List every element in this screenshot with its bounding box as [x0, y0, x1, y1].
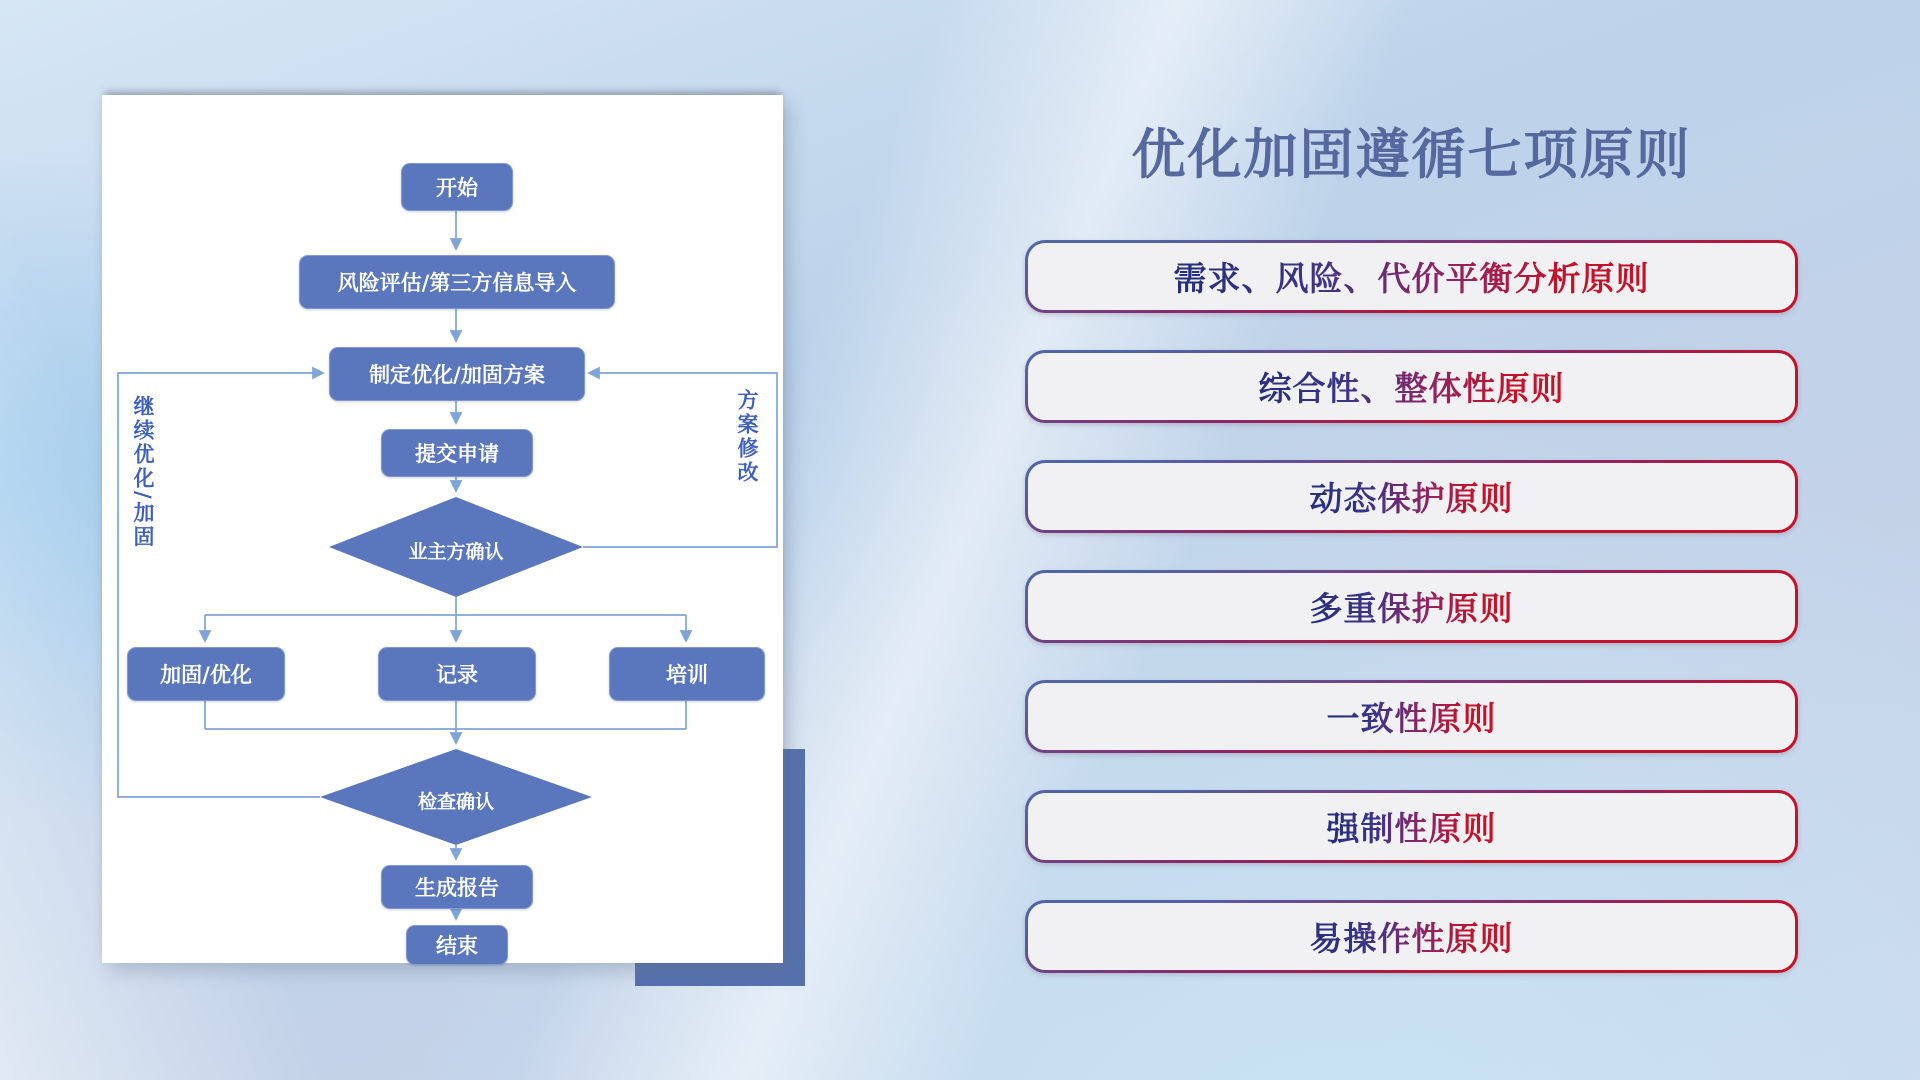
flow-node-submit-request	[381, 429, 533, 477]
principle-card-2	[1025, 350, 1798, 423]
flow-node-plan-label: 制定优化/加固方案	[369, 363, 545, 387]
flow-node-start-label: 开始	[436, 176, 478, 200]
principle-card-3-inner	[1028, 463, 1795, 530]
flow-node-record-label: 记录	[436, 663, 478, 687]
flowchart-connectors	[102, 95, 783, 963]
flow-node-risk-label: 风险评估/第三方信息导入	[337, 271, 577, 295]
principle-card-4	[1025, 570, 1798, 643]
flow-node-risk-assessment	[299, 255, 615, 309]
flow-node-record	[378, 647, 536, 701]
page-title: 优化加固遵循七项原则	[1131, 123, 1692, 186]
principle-label-4: 多重保护原则	[1310, 583, 1514, 630]
principle-card-1	[1025, 240, 1798, 313]
flow-node-submit-label: 提交申请	[415, 442, 499, 466]
flow-node-reinforce-optimize	[127, 647, 285, 701]
principle-card-5-inner	[1028, 683, 1795, 750]
loop-label-continue-optimize: 继续优化/加固	[131, 395, 155, 550]
flow-node-report-label: 生成报告	[415, 876, 499, 900]
flow-node-owner-confirm-label: 业主方确认	[408, 541, 504, 563]
principle-card-7	[1025, 900, 1798, 973]
principle-card-5	[1025, 680, 1798, 753]
flow-node-start	[401, 163, 513, 211]
flow-node-generate-report	[381, 865, 533, 909]
principle-label-3: 动态保护原则	[1310, 473, 1514, 520]
flow-node-check-confirm-label: 检查确认	[417, 791, 494, 813]
loop-label-plan-revision: 方案修改	[735, 389, 759, 485]
flow-node-make-plan	[329, 347, 585, 401]
flow-node-reinforce-label: 加固/优化	[160, 663, 252, 687]
flowchart-card	[102, 95, 783, 963]
principle-label-5: 一致性原则	[1327, 693, 1497, 740]
flow-node-training-label: 培训	[666, 663, 708, 687]
principle-label-6: 强制性原则	[1327, 803, 1497, 850]
principle-card-3	[1025, 460, 1798, 533]
principle-card-4-inner	[1028, 573, 1795, 640]
flow-node-training	[609, 647, 765, 701]
principle-card-1-inner	[1028, 243, 1795, 310]
principle-label-7: 易操作性原则	[1310, 913, 1514, 960]
principle-label-2: 综合性、整体性原则	[1259, 363, 1565, 410]
principle-label-1: 需求、风险、代价平衡分析原则	[1174, 253, 1650, 300]
flow-node-end-label: 结束	[436, 934, 478, 958]
principle-card-7-inner	[1028, 903, 1795, 970]
principle-card-6-inner	[1028, 793, 1795, 860]
flow-node-end	[406, 925, 508, 965]
principle-card-6	[1025, 790, 1798, 863]
principle-card-2-inner	[1028, 353, 1795, 420]
